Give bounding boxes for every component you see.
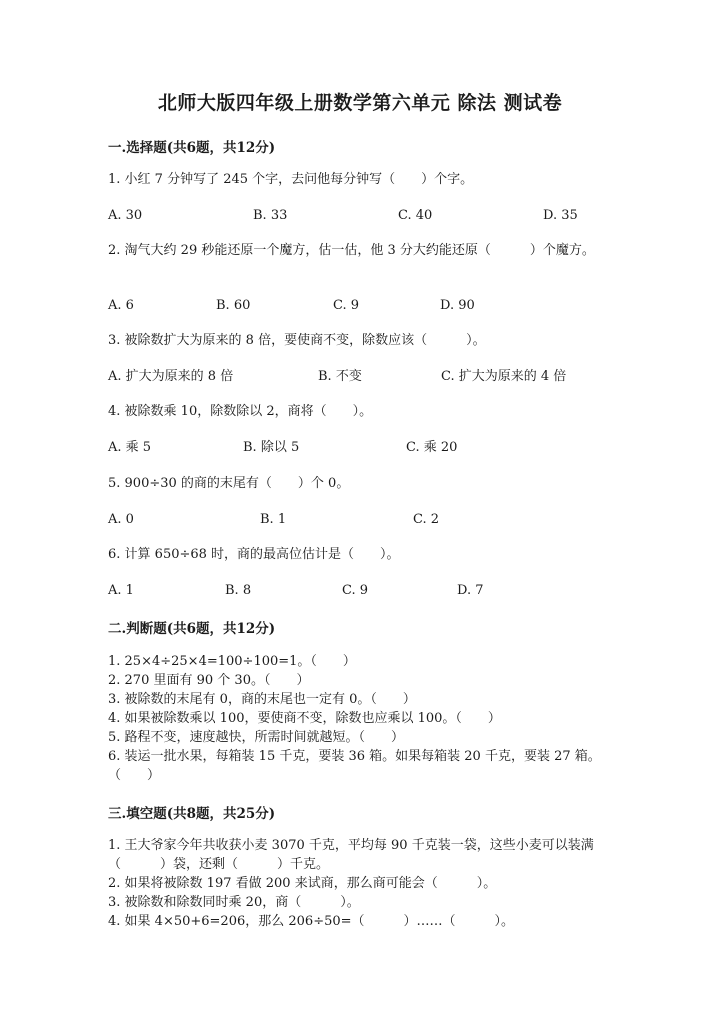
choice-option: B. 除以 5 — [243, 440, 300, 455]
choice-option: A. 1 — [108, 583, 134, 598]
choice-question-5: 5. 900÷30 的商的末尾有（ ）个 0。 — [108, 476, 350, 491]
choice-option: A. 0 — [108, 512, 134, 527]
list-item: 4. 如果被除数乘以 100，要使商不变，除数也应乘以 100。（ ） — [108, 711, 501, 726]
choice-option: A. 扩大为原来的 8 倍 — [108, 369, 234, 384]
fill-blank-list — [108, 836, 608, 931]
choice-option: C. 9 — [342, 583, 369, 598]
choice-question-2: 2. 淘气大约 29 秒能还原一个魔方，估一估，他 3 分大约能还原（ ）个魔方。 — [108, 243, 595, 258]
list-item: 3. 被除数和除数同时乘 20，商（ ）。 — [108, 895, 360, 910]
page-title: 北师大版四年级上册数学第六单元 除法 测试卷 — [157, 92, 563, 114]
choice-option: A. 30 — [108, 208, 143, 223]
choice-option: B. 33 — [253, 208, 288, 223]
choice-option: A. 乘 5 — [108, 440, 152, 455]
choice-option: B. 60 — [216, 298, 251, 313]
list-item: 1. 王大爷家今年共收获小麦 3070 千克，平均每 90 千克装一袋，这些小麦可以装满（ ）袋，还剩（ ）千克。 — [108, 838, 594, 872]
choice-question-3: 3. 被除数扩大为原来的 8 倍，要使商不变，除数应该（ ）。 — [108, 333, 486, 348]
list-item: 1. 25×4÷25×4=100÷100=1。（ ） — [108, 654, 356, 669]
judgment-list — [108, 652, 608, 785]
choice-option: C. 9 — [333, 298, 360, 313]
choice-option: D. 90 — [440, 298, 475, 313]
choice-question-6: 6. 计算 650÷68 时，商的最高位估计是（ ）。 — [108, 547, 400, 562]
choice-option: D. 35 — [543, 208, 578, 223]
choice-question-1: 1. 小红 7 分钟写了 245 个字，去问他每分钟写（ ）个字。 — [108, 172, 474, 187]
section-heading-fill-blank: 三.填空题(共8题，共25分) — [108, 806, 276, 822]
choice-option: C. 乘 20 — [406, 440, 458, 455]
choice-option: C. 2 — [413, 512, 440, 527]
list-item: 2. 如果将被除数 197 看做 200 来试商，那么商可能会（ ）。 — [108, 876, 497, 891]
list-item: 3. 被除数的末尾有 0，商的末尾也一定有 0。（ ） — [108, 692, 416, 707]
choice-option: D. 7 — [457, 583, 484, 598]
section-heading-choice: 一.选择题(共6题，共12分) — [108, 140, 276, 156]
list-item: 6. 装运一批水果，每箱装 15 千克，要装 36 箱。如果每箱装 20 千克，要装 27 箱。（ ） — [108, 749, 601, 783]
list-item: 5. 路程不变，速度越快，所需时间就越短。（ ） — [108, 730, 405, 745]
choice-option: B. 8 — [225, 583, 252, 598]
choice-question-4: 4. 被除数乘 10，除数除以 2，商将（ ）。 — [108, 404, 373, 419]
list-item: 2. 270 里面有 90 个 30。（ ） — [108, 673, 310, 688]
list-item: 4. 如果 4×50+6=206，那么 206÷50=（ ）……（ ）。 — [108, 914, 515, 929]
choice-option: C. 扩大为原来的 4 倍 — [441, 369, 567, 384]
choice-option: A. 6 — [108, 298, 134, 313]
section-heading-judgment: 二.判断题(共6题，共12分) — [108, 621, 276, 637]
choice-option: C. 40 — [398, 208, 433, 223]
choice-option: B. 1 — [260, 512, 287, 527]
choice-option: B. 不变 — [318, 369, 362, 384]
